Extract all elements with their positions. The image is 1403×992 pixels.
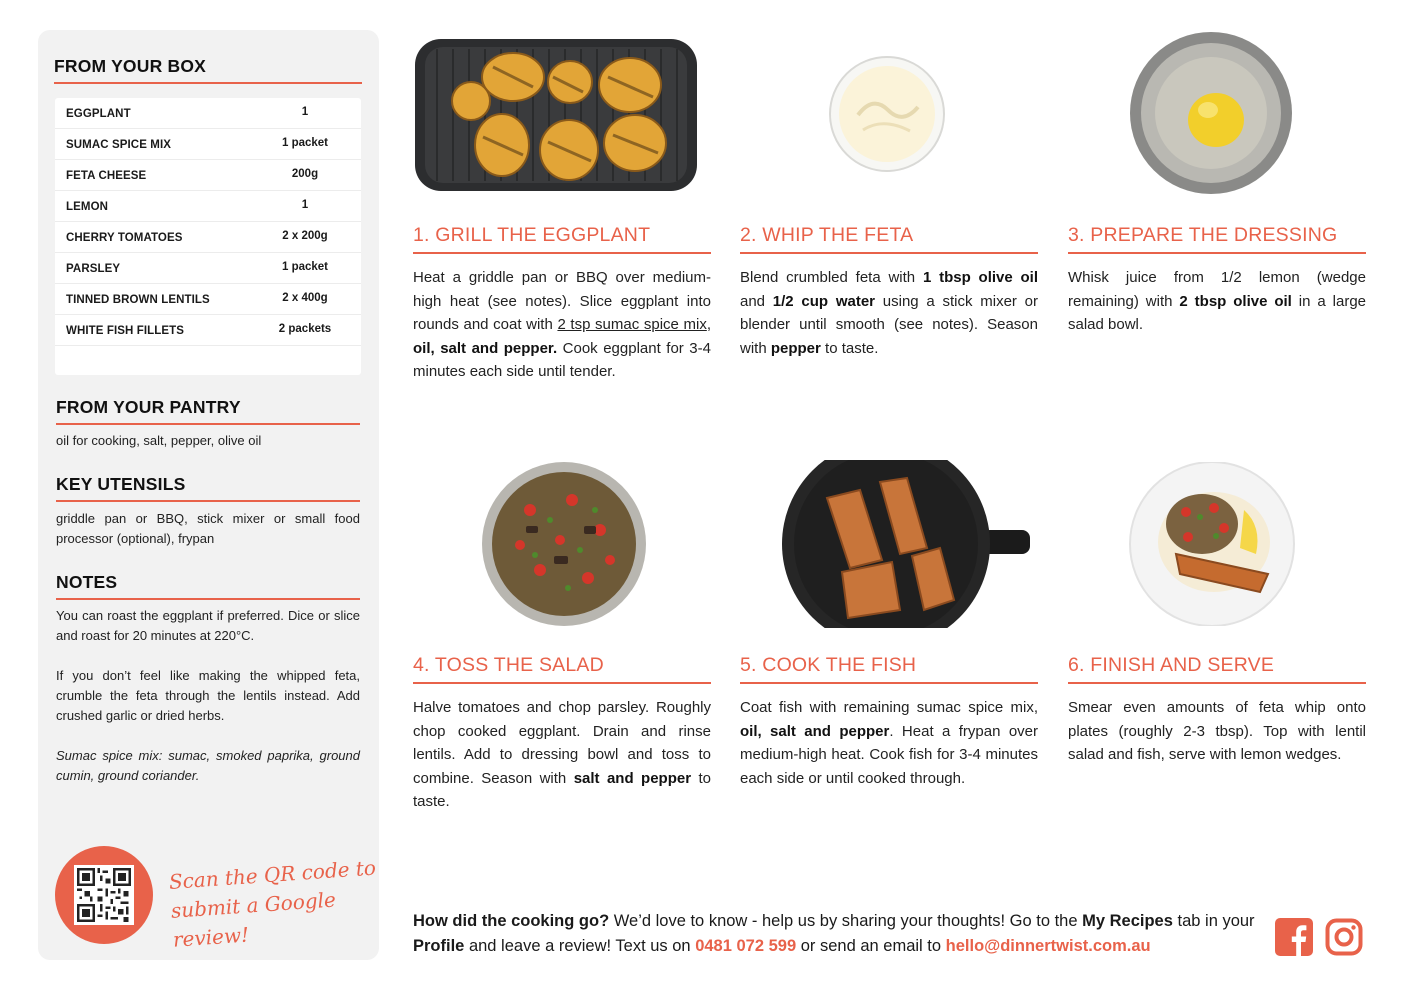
qr-caption: Scan the QR code to submit a Google review! xyxy=(168,855,377,952)
instagram-icon[interactable] xyxy=(1325,918,1363,956)
ingredients-sidebar xyxy=(38,30,379,960)
table-row: CHERRY TOMATOES 2 x 200g xyxy=(55,222,361,253)
qr-code-icon[interactable] xyxy=(74,865,134,925)
notes-title: NOTES xyxy=(56,572,118,592)
table-row: FETA CHEESE 200g xyxy=(55,160,361,191)
notes-paragraph: Sumac spice mix: sumac, smoked paprika, ground cumin, ground coriander. xyxy=(56,748,360,783)
email-link[interactable]: hello@dinnertwist.com.au xyxy=(945,937,1151,955)
step-title: 4. TOSS THE SALAD xyxy=(413,654,604,676)
qr-badge[interactable] xyxy=(55,846,153,944)
divider xyxy=(56,423,360,425)
feedback-footer: How did the cooking go? We’d love to know - help us by sharing your thoughts! Go to the My Recipes tab in your Profile and leave a review! Text us on 0481 072 599 or send an email to hello@dinnertwist.com.au xyxy=(413,912,1255,955)
pantry-title: FROM YOUR PANTRY xyxy=(56,397,241,417)
step-title: 1. GRILL THE EGGPLANT xyxy=(413,224,651,246)
step-text: Heat a griddle pan or BBQ over medium-high heat (see notes). Slice eggplant into rounds and coat with 2 tsp sumac spice mix, oil, salt and pepper. Cook eggplant for 3-4 minutes each side until tender. xyxy=(413,269,711,380)
step-text: Halve tomatoes and chop parsley. Roughly chop cooked eggplant. Drain and rinse lentils. Add to dressing bowl and toss to combine. Season with salt and pepper to taste. xyxy=(413,699,711,810)
divider xyxy=(1068,682,1366,684)
divider xyxy=(740,682,1038,684)
utensils-text: griddle pan or BBQ, stick mixer or small food processor (optional), frypan xyxy=(56,511,360,546)
divider xyxy=(56,500,360,502)
step-text: Whisk juice from 1/2 lemon (wedge remaining) with 2 tbsp olive oil in a large salad bowl. xyxy=(1068,269,1367,333)
from-box-title: FROM YOUR BOX xyxy=(54,56,207,76)
lentil-salad-image xyxy=(480,460,648,628)
notes-paragraph: You can roast the eggplant if preferred. Dice or slice and roast for 20 minutes at 220°C. xyxy=(56,608,360,643)
plated-dish-image xyxy=(1128,462,1296,626)
facebook-icon[interactable] xyxy=(1275,918,1313,956)
pantry-text: oil for cooking, salt, pepper, olive oil xyxy=(56,433,262,448)
divider xyxy=(413,682,711,684)
dressing-bowl-image xyxy=(1128,30,1294,196)
table-row: WHITE FISH FILLETS 2 packets xyxy=(55,315,361,346)
whipped-feta-image xyxy=(828,55,946,173)
divider xyxy=(1068,252,1366,254)
divider xyxy=(54,82,362,84)
step-text: Blend crumbled feta with 1 tbsp olive oil and 1/2 cup water using a stick mixer or blender until smooth (see notes). Season with pepper to taste. xyxy=(740,269,1039,357)
divider xyxy=(56,598,360,600)
step-title: 5. COOK THE FISH xyxy=(740,654,917,676)
table-row: SUMAC SPICE MIX 1 packet xyxy=(55,129,361,160)
table-row: EGGPLANT 1 xyxy=(55,98,361,129)
griddle-eggplant-image xyxy=(413,37,699,193)
divider xyxy=(740,252,1038,254)
table-row: PARSLEY 1 packet xyxy=(55,253,361,284)
step-title: 2. WHIP THE FETA xyxy=(740,224,914,246)
notes-paragraph: If you don’t feel like making the whipped feta, crumble the feta through the lentils instead. Add crushed garlic or dried herbs. xyxy=(56,668,360,723)
ingredients-table xyxy=(55,98,361,375)
step-title: 6. FINISH AND SERVE xyxy=(1068,654,1275,676)
phone-link[interactable]: 0481 072 599 xyxy=(695,937,797,955)
table-row: LEMON 1 xyxy=(55,191,361,222)
divider xyxy=(413,252,711,254)
step-title: 3. PREPARE THE DRESSING xyxy=(1068,224,1338,246)
utensils-title: KEY UTENSILS xyxy=(56,474,186,494)
step-text: Smear even amounts of feta whip onto plates (roughly 2-3 tbsp). Top with lentil salad and fish, serve with lemon wedges. xyxy=(1068,699,1366,763)
frypan-fish-image xyxy=(782,460,1032,628)
step-text: Coat fish with remaining sumac spice mix, oil, salt and pepper. Heat a frypan over medium-high heat. Cook fish for 3-4 minutes each side or until cooked through. xyxy=(740,699,1039,787)
table-row: TINNED BROWN LENTILS 2 x 400g xyxy=(55,284,361,315)
